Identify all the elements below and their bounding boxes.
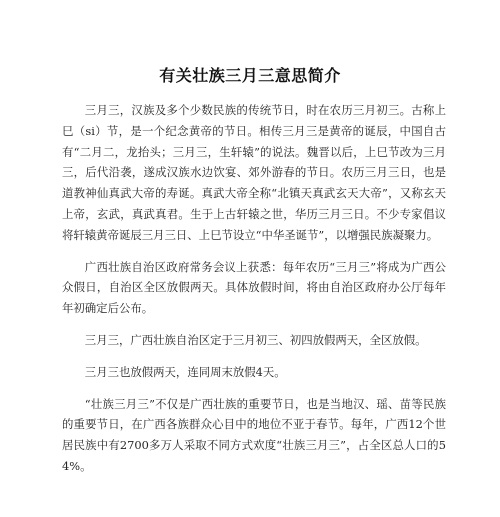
document-body <box>62 100 446 488</box>
paragraph-history: 三月三，汉族及多个少数民族的传统节日，时在农历三月初三。古称上巳（si）节，是一个纪念黄帝的节日。相传三月三是黄帝的诞辰，中国自古有“二月二，龙抬头；三月三，生轩辕”的说法。魏晋以后，上巳节改为三月三，后代沿袭，遂成汉族水边饮宴、郊外游春的节日。农历三月三日，也是道教神仙真武大帝的寿诞。真武大帝全称“北镇天真武玄天大帝”，又称玄天上帝，玄武，真武真君。生于上古轩辕之世，华历三月三日。不少专家倡议将轩辕黄帝诞辰三月三日、上巳节设立“中华圣诞节”，以增强民族凝聚力。 <box>62 103 446 242</box>
document-title: 有关壮族三月三意思简介 <box>159 66 341 85</box>
paragraph-holiday-length: 三月三也放假两天，连同周末放假4天。 <box>84 364 286 379</box>
paragraph-holiday-announcement: 广西壮族自治区政府常务会议上获悉：每年农历“三月三”将成为广西公众假日，自治区全区放假两天。具体放假时间，将由自治区政府办公厅每年年初确定后公布。 <box>62 259 446 316</box>
paragraph-holiday-dates: 三月三，广西壮族自治区定于三月初三、初四放假两天，全区放假。 <box>84 332 427 347</box>
paragraph-significance: “壮族三月三”不仅是广西壮族的重要节日，也是当地汉、瑶、苗等民族的重要节日，在广西各族群众心目中的地位不亚于春节。每年，广西12个世居民族中有2700多万人采取不同方式欢度“壮族三月三”，占全区总人口的54%。 <box>62 396 446 473</box>
